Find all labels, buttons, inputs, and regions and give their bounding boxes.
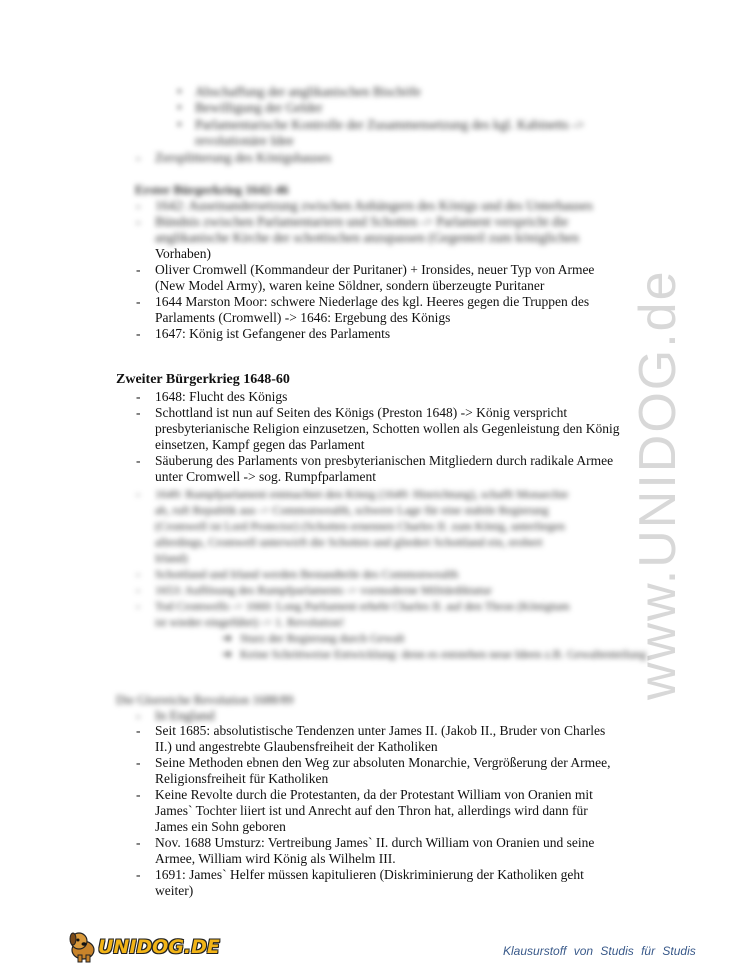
list-item: - Nov. 1688 Umsturz: Vertreibung James` II. durch William von Oranien und seine	[136, 835, 595, 850]
list-item-continuation: (New Model Army), waren keine Söldner, sondern überzeugte Puritaner	[155, 278, 545, 293]
list-item: - In England	[136, 708, 215, 723]
list-item-continuation: unter Cromwell -> sog. Rumpfparlament	[155, 469, 376, 484]
list-item: - 1691: James` Helfer müssen kapitulieren (Diskriminierung der Katholiken geht	[136, 867, 584, 882]
list-item: - Säuberung des Parlaments von presbyterianischen Mitgliedern durch radikale Armee	[136, 453, 614, 468]
list-item-continuation: allerdings, Cromwell unterwirft die Schotten und gliedert Schottland ein, erobert	[155, 535, 543, 549]
unidog-logo	[66, 928, 220, 964]
section-heading: Erster Bürgerkrieg 1642-46	[135, 182, 289, 197]
section-heading: Die Glorreiche Revolution 1688/89	[116, 693, 294, 707]
list-item: - 1648: Flucht des Königs	[136, 389, 288, 404]
list-item: - 1649: Rumpfparlament entmachtet den König (1649: Hinrichtung), schafft Monarchie	[136, 487, 569, 501]
bullet-item: • Bewilligung der Gelder	[177, 100, 323, 115]
list-item-continuation: einsetzen, Kampf gegen das Parlament	[155, 437, 365, 452]
list-item-continuation: ab, ruft Republik aus -> Commonwealth, schwere Lage für eine stabile Regierung	[155, 503, 549, 517]
dog-mascot-icon	[66, 928, 102, 964]
list-item-continuation: Religionsfreiheit für Katholiken	[155, 771, 329, 786]
list-item: - 1653: Auflösung des Rumpfparlaments -> vormoderne Militärdiktatur	[136, 583, 492, 597]
list-item-continuation: Vorhaben)	[155, 246, 211, 261]
list-item-continuation: presbyterianische Religion einzusetzen, Schotten wollen als Gegenleistung den König	[155, 421, 620, 436]
list-item-continuation: James ein Sohn geboren	[155, 819, 286, 834]
arrow-item: ➔ Sturz der Regierung durch Gewalt	[222, 631, 405, 645]
arrow-right-icon: ➔	[222, 631, 233, 645]
list-item: - Keine Revolte durch die Protestanten, da der Protestant William von Oranien mit	[136, 787, 593, 802]
list-item-continuation: James` Tochter liiert ist und Anrecht auf den Thron hat, allerdings wird dann für	[155, 803, 588, 818]
list-item: - 1642: Auseinandersetzung zwischen Anhängern des Königs und des Unterhauses	[136, 198, 593, 213]
list-item: - Tod Cromwells -> 1660: Long Parliament erhebt Charles II. auf den Thron (Königtum	[136, 599, 570, 613]
watermark: www.UNIDOG.de	[629, 269, 687, 700]
list-item: - Schottland und Irland werden Bestandteile des Commonwealth	[136, 567, 459, 581]
arrow-right-icon: ➔	[222, 647, 233, 661]
list-item-continuation: Irland)	[155, 551, 188, 565]
section-heading: Zweiter Bürgerkrieg 1648-60	[116, 372, 290, 387]
list-item-continuation: Armee, William wird König als Wilhelm III.	[155, 851, 396, 866]
logo-text: UNIDOG.DE	[98, 936, 220, 958]
bullet-item-continuation: revolutionäre Idee	[195, 133, 294, 148]
list-item-continuation: (Cromwell ist Lord Protector) (Schotten ernennen Charles II. zum König, unterliegen	[155, 519, 565, 533]
list-item: - Oliver Cromwell (Kommandeur der Puritaner) + Ironsides, neuer Typ von Armee	[136, 262, 595, 277]
list-item-continuation: weiter)	[155, 883, 194, 898]
bullet-item: • Parlamentarische Kontrolle der Zusammensetzung des kgl. Kabinetts ->	[177, 117, 585, 132]
footer-tagline: Klausurstoff von Studis für Studis	[503, 944, 696, 958]
list-item: - Zersplitterung des Königshauses	[136, 150, 332, 165]
arrow-item: ➔ Keine Schrittweise Entwicklung: denn es entstehen neue Ideen z.B. Gewaltenteilung	[222, 647, 647, 661]
bullet-item: • Abschaffung der anglikanischen Bischöfe	[177, 84, 421, 99]
list-item: - 1647: König ist Gefangener des Parlaments	[136, 326, 391, 341]
list-item: - 1644 Marston Moor: schwere Niederlage des kgl. Heeres gegen die Truppen des	[136, 294, 590, 309]
list-item: - Schottland ist nun auf Seiten des Königs (Preston 1648) -> König verspricht	[136, 405, 568, 420]
list-item: - Bündnis zwischen Parlamentariern und Schotten -> Parlament verspricht die	[136, 214, 569, 229]
list-item-continuation: Parlaments (Cromwell) -> 1646: Ergebung des Königs	[155, 310, 451, 325]
list-item: - Seit 1685: absolutistische Tendenzen unter James II. (Jakob II., Bruder von Charles	[136, 723, 606, 738]
list-item-continuation: II.) und angestrebte Glaubensfreiheit der Katholiken	[155, 739, 438, 754]
list-item: - Seine Methoden ebnen den Weg zur absoluten Monarchie, Vergrößerung der Armee,	[136, 755, 611, 770]
list-item-continuation: ist wieder eingeführt) -> 1. Revolution!	[155, 615, 345, 629]
list-item-continuation: anglikanische Kirche der schottischen anzupassen (Gegenteil zum königlichen	[155, 230, 579, 245]
